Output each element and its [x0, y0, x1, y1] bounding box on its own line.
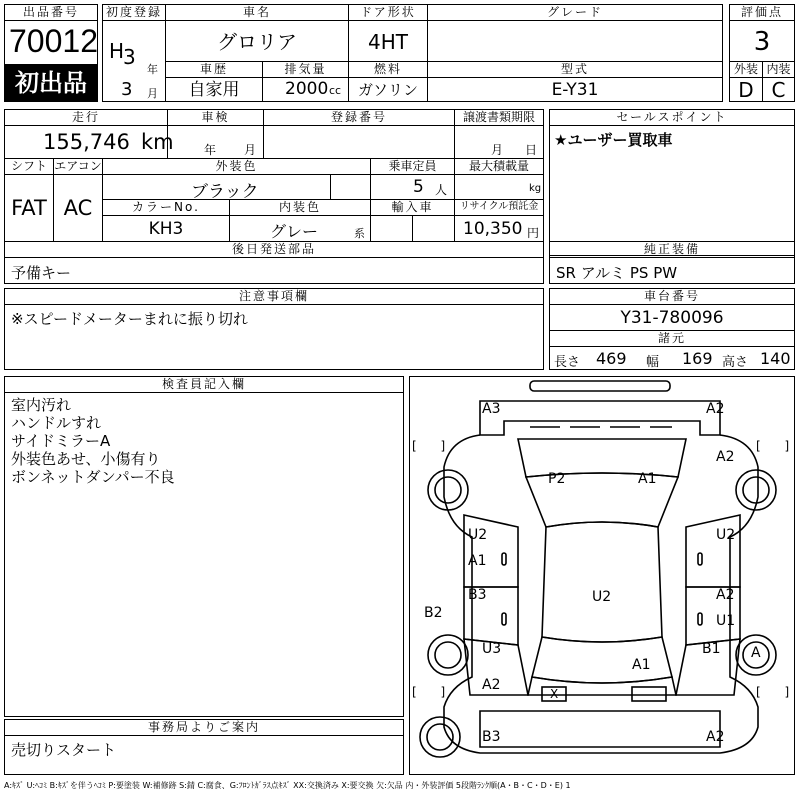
mileage-value: 155,746 — [43, 130, 130, 154]
inspection-header: 車検 — [167, 109, 264, 126]
rear-window — [532, 637, 672, 683]
inspector-line-2: ハンドルすれ — [11, 414, 102, 432]
top-slot — [530, 381, 670, 391]
chassis-header: 車台番号 — [549, 288, 795, 305]
reg-era: H — [109, 39, 125, 63]
height-value: 140 — [760, 349, 791, 368]
genuine-cell — [549, 257, 795, 284]
genuine-header: 純正装備 — [549, 241, 795, 258]
door-header: ドア形状 — [348, 4, 428, 21]
later-parts-cell — [4, 257, 544, 284]
later-parts-header: 後日発送部品 — [4, 241, 544, 258]
damage-a1-front-left-door: A1 — [468, 553, 487, 569]
capacity-header: 乗車定員 — [370, 158, 455, 175]
load-header: 最大積載量 — [454, 158, 544, 175]
left-front-wheel — [428, 470, 468, 510]
reg-year-unit: 年 — [147, 63, 158, 76]
bracket-right-bottom: [ ] — [756, 685, 790, 699]
int-color-cell — [229, 215, 371, 242]
first-registration-cell — [102, 20, 166, 102]
score-cell — [729, 20, 795, 62]
aircon-header: エアコン — [54, 159, 102, 173]
history-value: 自家用 — [188, 80, 240, 100]
rear-bumper — [480, 711, 720, 747]
exterior-grade-cell — [729, 77, 763, 102]
history-header: 車歴 — [165, 61, 263, 78]
damage-b3-rear-left-door: B3 — [468, 587, 487, 603]
car-name-cell — [165, 20, 349, 62]
recycle-cell — [454, 215, 544, 242]
inspector-header: 検査員記入欄 — [4, 376, 404, 393]
recycle-value: 10,350 — [463, 219, 523, 239]
left-rear-wheel — [428, 635, 468, 675]
lot-number-cell — [4, 20, 98, 65]
chassis-cell — [549, 304, 795, 331]
spare-tire — [420, 717, 460, 757]
model-value: E-Y31 — [551, 80, 599, 100]
damage-a1-windshield: A1 — [638, 471, 657, 487]
inspection-month-unit: 月 — [244, 143, 257, 157]
car-diagram — [410, 377, 794, 774]
shift-cell — [4, 174, 54, 242]
office-header: 事務局よりご案内 — [4, 719, 404, 736]
chassis-value: Y31-780096 — [620, 308, 724, 328]
capacity-cell — [370, 174, 455, 200]
damage-a1-trunk: A1 — [632, 657, 651, 673]
load-cell — [454, 174, 544, 200]
inspector-line-1: 室内汚れ — [11, 396, 72, 414]
transfer-month-unit: 月 — [491, 143, 504, 157]
width-label: 幅 — [646, 355, 660, 370]
damage-a2-rear-right-door: A2 — [716, 587, 735, 603]
recycle-header: リサイクル預託金 — [454, 199, 544, 216]
color-no-header: カラーNo. — [102, 199, 230, 216]
import-cell-b — [412, 215, 455, 242]
score-header: 評価点 — [729, 4, 795, 21]
model-header: 型式 — [427, 61, 723, 78]
inspector-cell — [4, 392, 404, 717]
first-registration-header: 初度登録 — [102, 4, 166, 21]
inspection-year-unit: 年 — [204, 143, 217, 157]
shift-value: FAT — [11, 196, 47, 220]
first-listing-badge: 初出品 — [4, 64, 98, 102]
ext-color-value: ブラック — [191, 182, 259, 202]
car-name-value: グロリア — [217, 30, 297, 54]
bracket-left-top: [ ] — [412, 439, 446, 453]
inspector-line-4: 外装色あせ、小傷有り — [11, 450, 161, 468]
int-color-header: 内装色 — [229, 199, 371, 216]
transfer-header: 譲渡書類期限 — [454, 109, 544, 126]
office-text: 売切りスタート — [11, 741, 117, 759]
caution-cell — [4, 304, 544, 370]
damage-b1-right-quarter: B1 — [702, 641, 721, 657]
capacity-value: 5 — [413, 177, 424, 197]
grade-header: グレード — [427, 4, 723, 21]
color-no-cell — [102, 215, 230, 242]
fuel-cell — [348, 77, 428, 102]
left-front-wheel-inner — [435, 477, 461, 503]
displacement-value: 2000 — [285, 79, 329, 99]
damage-u2-front-left-door: U2 — [468, 527, 488, 543]
left-rear-wheel-inner — [435, 642, 461, 668]
damage-b2-left-rocker: B2 — [424, 605, 443, 621]
load-unit: kg — [529, 183, 542, 194]
mileage-header: 走行 — [4, 109, 168, 126]
exterior-grade-value: D — [738, 78, 754, 102]
damage-u3-left-quarter: U3 — [482, 641, 502, 657]
displacement-header: 排気量 — [262, 61, 349, 78]
fuel-value: ガソリン — [357, 81, 418, 99]
shift-header: シフト — [4, 158, 54, 175]
int-color-value: グレー — [270, 222, 319, 241]
damage-a2-rear-left: A2 — [482, 677, 501, 693]
reg-month-unit: 月 — [147, 87, 158, 100]
length-label: 長さ — [554, 355, 581, 370]
dimensions-header: 諸元 — [549, 330, 795, 347]
damage-p2-windshield: P2 — [548, 471, 566, 487]
aircon-cell — [53, 174, 103, 242]
ext-color-header: 外装色 — [102, 158, 371, 175]
legend-text: A:ｷｽﾞ U:ﾍｺﾐ B:ｷｽﾞを伴うﾍｺﾐ P:要塗装 W:補修跡 S:錆 C:腐食、G:ﾌﾛﾝﾄｶﾞﾗｽ点ｷｽﾞ XX:交換済み X:要交換 欠:欠品 内・外装評価 5段階ﾗﾝｸ順(A・B・C・D・E) 1 — [4, 781, 571, 790]
bracket-right-top: [ ] — [756, 439, 790, 453]
import-cell-a — [370, 215, 413, 242]
ext-color-blank — [330, 174, 371, 200]
door-cell — [348, 20, 428, 62]
history-cell — [165, 77, 263, 102]
right-front-door — [686, 515, 740, 587]
ext-color-cell — [102, 174, 331, 200]
interior-grade-header: 内装 — [762, 61, 795, 78]
damage-a-right-rear-wheel: A — [751, 645, 761, 661]
roof — [542, 522, 662, 642]
damage-u1-rear-right-door: U1 — [716, 613, 736, 629]
inspector-line-3: サイドミラーA — [11, 432, 111, 450]
damage-x-rear-panel: X — [550, 687, 559, 701]
caution-header: 注意事項欄 — [4, 288, 544, 305]
left-rear-handle — [502, 613, 506, 625]
dimensions-cell — [549, 346, 795, 370]
left-front-handle — [502, 553, 506, 565]
damage-a2-front-right: A2 — [706, 401, 725, 417]
car-diagram-frame — [409, 376, 795, 775]
rear-panel-right — [632, 687, 666, 701]
later-parts-value: 予備キー — [11, 264, 72, 282]
damage-a2-right-fender: A2 — [716, 449, 735, 465]
car-name-header: 車名 — [165, 4, 349, 21]
hood — [518, 439, 686, 477]
width-value: 169 — [682, 349, 713, 368]
caution-text: ※スピードメーターまれに振り切れ — [11, 310, 248, 328]
sales-point-cell — [549, 125, 795, 256]
plate-cell — [263, 125, 455, 159]
inspector-line-5: ボンネットダンパー不良 — [11, 468, 175, 486]
reg-month: 3 — [121, 79, 133, 100]
displacement-unit: cc — [329, 84, 342, 97]
plate-header: 登録番号 — [263, 109, 455, 126]
displacement-cell — [262, 77, 349, 102]
transfer-day-unit: 日 — [525, 143, 538, 157]
lot-number-value: 70012 — [9, 23, 98, 59]
aircon-value: AC — [63, 196, 93, 220]
damage-u2-roof: U2 — [592, 589, 612, 605]
right-rear-handle — [698, 613, 702, 625]
model-cell — [427, 77, 723, 102]
capacity-unit: 人 — [435, 183, 448, 197]
sales-point-header: セールスポイント — [549, 109, 795, 126]
interior-grade-value: C — [771, 78, 786, 102]
length-value: 469 — [596, 349, 627, 368]
height-label: 高さ — [722, 355, 749, 370]
bracket-left-bottom: [ ] — [412, 685, 446, 699]
front-bumper — [480, 401, 720, 435]
recycle-unit: 円 — [527, 226, 540, 240]
damage-u2-front-right-door: U2 — [716, 527, 736, 543]
door-value: 4HT — [368, 30, 408, 54]
score-value: 3 — [753, 27, 771, 57]
genuine-value: SR アルミ PS PW — [556, 264, 678, 282]
import-header: 輸入車 — [370, 199, 455, 216]
mileage-unit: km — [141, 130, 174, 154]
right-front-wheel-inner — [743, 477, 769, 503]
inspection-cell — [167, 125, 264, 159]
transfer-cell — [454, 125, 544, 159]
color-no-value: KH3 — [148, 219, 184, 239]
lot-number-header: 出品番号 — [4, 4, 98, 21]
grade-cell — [427, 20, 723, 62]
office-cell — [4, 735, 404, 775]
damage-b3-rear-bumper-left: B3 — [482, 729, 501, 745]
mileage-cell — [4, 125, 174, 159]
int-color-unit: 系 — [354, 227, 365, 240]
fuel-header: 燃料 — [348, 61, 428, 78]
damage-a3-front-left: A3 — [482, 401, 501, 417]
reg-year: 3 — [123, 45, 136, 69]
sales-point-text: ★ユーザー買取車 — [554, 131, 673, 149]
damage-a2-rear-bumper-right: A2 — [706, 729, 725, 745]
right-front-handle — [698, 553, 702, 565]
exterior-grade-header: 外装 — [729, 61, 763, 78]
interior-grade-cell — [762, 77, 795, 102]
